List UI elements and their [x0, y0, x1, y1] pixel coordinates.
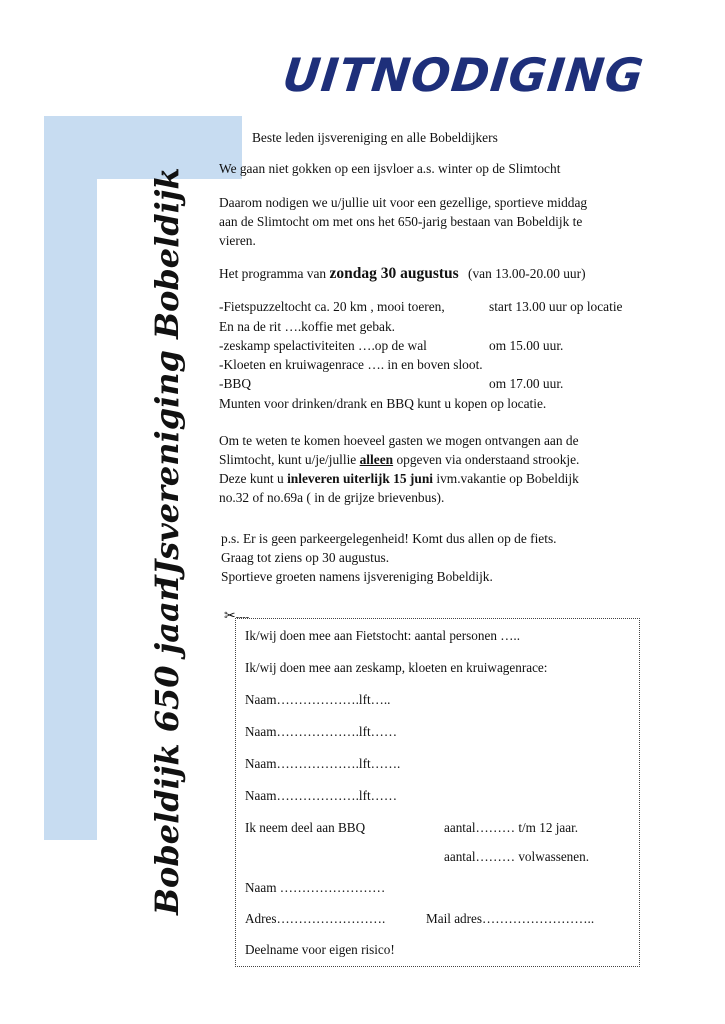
paragraph-3-line-1: Om te weten te komen hoeveel gasten we mogen ontvangen aan de — [219, 433, 579, 448]
form-name-3[interactable]: Naam……………….lft……. — [245, 756, 401, 771]
form-fietstocht: Ik/wij doen mee aan Fietstocht: aantal personen ….. — [245, 628, 521, 643]
program-line — [219, 265, 586, 282]
form-name-2[interactable]: Naam……………….lft…… — [245, 724, 398, 739]
form-mail[interactable]: Mail adres…………………….. — [426, 911, 595, 926]
paragraph-3-line-2 — [219, 451, 579, 468]
ps-line-3: Sportieve groeten namens ijsvereniging Bobeldijk. — [221, 569, 493, 584]
item-2: En na de rit ….koffie met gebak. — [219, 319, 396, 334]
ps-line-1: p.s. Er is geen parkeergelegenheid! Komt dus allen op de fiets. — [221, 531, 557, 546]
item-1-time: start 13.00 uur op locatie — [489, 299, 623, 314]
paragraph-2-line-1: Daarom nodigen we u/jullie uit voor een gezellige, sportieve middag — [219, 195, 588, 210]
item-4: -Kloeten en kruiwagenrace …. in en boven sloot. — [219, 357, 483, 372]
form-risk: Deelname voor eigen risico! — [245, 942, 395, 957]
paragraph-2-line-2: aan de Slimtocht om met ons het 650-jarig bestaan van Bobeldijk te — [219, 214, 583, 229]
p3-l2a: Slimtocht, kunt u/je/jullie — [219, 452, 357, 467]
form-adres[interactable]: Adres……………………. — [245, 911, 386, 926]
p3-l3a: Deze kunt u — [219, 471, 284, 486]
form-name-1[interactable]: Naam……………….lft….. — [245, 692, 391, 707]
p3-l3c: ivm.vakantie op Bobeldijk — [436, 471, 579, 486]
form-zeskamp: Ik/wij doen mee aan zeskamp, kloeten en kruiwagenrace: — [245, 660, 548, 675]
item-1: -Fietspuzzeltocht ca. 20 km , mooi toeren, — [219, 299, 445, 314]
paragraph-3-line-4: no.32 of no.69a ( in de grijze brievenbus). — [219, 490, 445, 505]
form-bbq-adults[interactable]: aantal……… volwassenen. — [444, 849, 590, 864]
item-3-time: om 15.00 uur. — [489, 338, 564, 353]
p3-alleen: alleen — [359, 452, 394, 467]
item-5: -BBQ — [219, 376, 251, 391]
paragraph-3-line-3 — [219, 470, 579, 487]
p3-l2c: opgeven via onderstaand strookje. — [396, 452, 580, 467]
form-bbq: Ik neem deel aan BBQ — [245, 820, 366, 835]
page-title: UITNODIGING — [280, 48, 647, 102]
paragraph-2-line-3: vieren. — [219, 233, 256, 248]
side-text-year: Bobeldijk 650 jaar — [148, 584, 186, 915]
scissors-icon: ✂---- — [224, 609, 250, 624]
greeting: Beste leden ijsvereniging en alle Bobeldijkers — [252, 130, 498, 145]
item-6: Munten voor drinken/drank en BBQ kunt u kopen op locatie. — [219, 396, 547, 411]
paragraph-1: We gaan niet gokken op een ijsvloer a.s. winter op de Slimtocht — [219, 161, 561, 176]
program-pre: Het programma van — [219, 266, 327, 281]
side-text-club: IJsvereniging Bobeldijk — [148, 167, 186, 590]
item-5-time: om 17.00 uur. — [489, 376, 564, 391]
program-date: zondag 30 augustus — [329, 265, 459, 282]
item-3: -zeskamp spelactiviteiten ….op de wal — [219, 338, 427, 353]
form-name-4[interactable]: Naam……………….lft…… — [245, 788, 398, 803]
program-time: (van 13.00-20.00 uur) — [468, 266, 586, 281]
p3-deadline: inleveren uiterlijk 15 juni — [287, 471, 433, 486]
form-bbq-children[interactable]: aantal……… t/m 12 jaar. — [444, 820, 579, 835]
ps-line-2: Graag tot ziens op 30 augustus. — [221, 550, 390, 565]
form-naam[interactable]: Naam …………………… — [245, 880, 386, 895]
blue-band — [44, 116, 97, 840]
